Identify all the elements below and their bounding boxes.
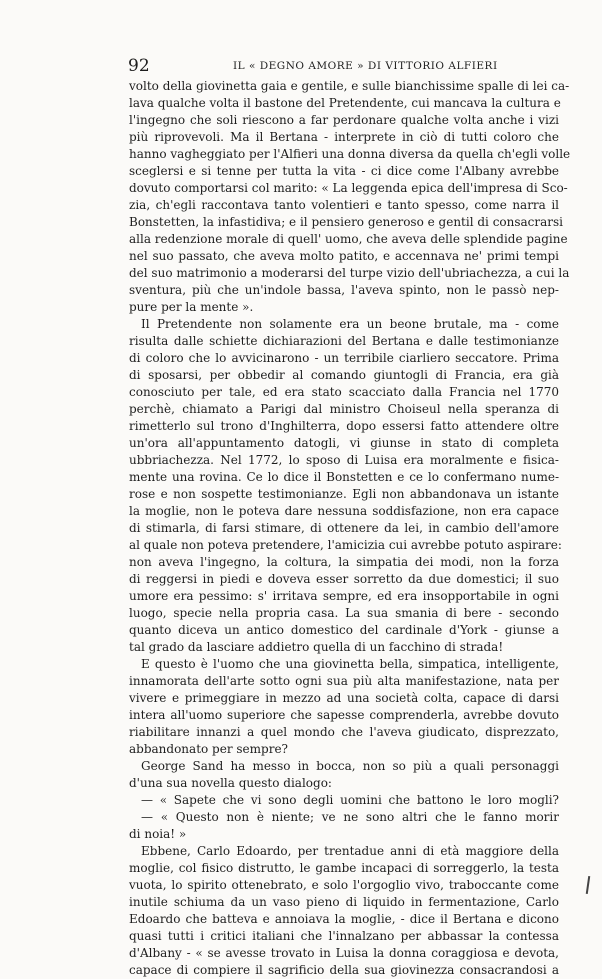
page-number: 92 xyxy=(128,56,150,76)
text-line: — « Sapete che vi sono degli uomini che battono le loro mogli? xyxy=(141,793,559,807)
text-line: conosciuto per tale, ed era stato scacciato dalla Francia nel 1770 xyxy=(129,385,559,399)
text-line: rose e non sospette testimonianze. Egli non abbandonava un istante xyxy=(129,487,559,501)
text-line: nel suo passato, che aveva molto patito, e accennava ne' primi tempi xyxy=(129,249,559,263)
text-line: non aveva l'ingegno, la coltura, la simpatia dei modi, non la forza xyxy=(129,555,559,569)
text-line: risulta dalle schiette dichiarazioni del Bertana e dalle testimonianze xyxy=(129,334,559,348)
text-line: — « Questo non è niente; ve ne sono altri che le fanno morir xyxy=(141,810,559,824)
text-line: abbandonato per sempre? xyxy=(129,742,288,756)
running-title: IL « DEGNO AMORE » DI VITTORIO ALFIERI xyxy=(233,60,498,72)
text-line: riabilitare innanzi a quel mondo che l'aveva giudicato, disprezzato, xyxy=(129,725,559,739)
text-line: del suo matrimonio a moderarsi del turpe vizio dell'ubriachezza, a cui la xyxy=(129,266,570,280)
text-line: hanno vagheggiato per l'Alfieri una donna diversa da quella ch'egli volle xyxy=(129,147,571,161)
text-line: l'ingegno che soli riescono a far perdonare qualche volta anche i vizi xyxy=(129,113,559,127)
body-text xyxy=(129,78,571,979)
text-line: di coloro che lo avvicinarono - un terribile ciarliero seccatore. Prima xyxy=(129,351,559,365)
text-line: sventura, più che un'indole bassa, l'aveva spinto, non le passò nep- xyxy=(129,283,559,297)
text-line: la moglie, non le poteva dare nessuna soddisfazione, non era capace xyxy=(129,504,559,518)
text-line: zia, ch'egli raccontava tanto volentieri e tanto spesso, come narra il xyxy=(129,198,559,212)
text-line: perchè, chiamato a Parigi dal ministro Choiseul nella speranza di xyxy=(129,402,559,416)
text-line: Edoardo che batteva e annoiava la moglie, - dice il Bertana e dicono xyxy=(129,912,559,926)
text-line: di noia! » xyxy=(129,827,187,841)
text-line: pure per la mente ». xyxy=(129,300,254,314)
margin-mark xyxy=(586,876,590,894)
text-line: dovuto comportarsi col marito: « La leggenda epica dell'impresa di Sco- xyxy=(129,181,568,195)
text-line: sceglersi e si tenne per tutta la vita - ci dice come l'Albany avrebbe xyxy=(129,164,559,178)
text-line: quasi tutti i critici italiani che l'innalzano per abbassar la contessa xyxy=(129,929,559,943)
text-line: vuota, lo spirito ottenebrato, e solo l'orgoglio vivo, traboccante come xyxy=(129,878,559,892)
text-line: d'Albany - « se avesse trovato in Luisa la donna coraggiosa e devota, xyxy=(129,946,559,960)
page-header xyxy=(128,56,558,76)
text-line: George Sand ha messo in bocca, non so più a quali personaggi xyxy=(141,759,559,773)
text-line: intera all'uomo superiore che sapesse comprenderla, avrebbe dovuto xyxy=(129,708,559,722)
text-line: alla redenzione morale di quell' uomo, che aveva delle splendide pagine xyxy=(129,232,568,246)
text-line: umore era pessimo: s' irritava sempre, ed era insopportabile in ogni xyxy=(129,589,559,603)
text-line: inutile schiuma da un vaso pieno di liquido in fermentazione, Carlo xyxy=(129,895,559,909)
text-line: E questo è l'uomo che una giovinetta bella, simpatica, intelligente, xyxy=(141,657,559,671)
text-line: rimetterlo sul trono d'Inghilterra, dopo essersi fatto attendere oltre xyxy=(129,419,559,433)
text-line: innamorata dell'arte sotto ogni sua più alta manifestazione, nata per xyxy=(129,674,559,688)
text-line: di reggersi in piedi e doveva esser sorretto da due domestici; il suo xyxy=(129,572,559,586)
text-line: luogo, specie nella propria casa. La sua smania di bere - secondo xyxy=(129,606,559,620)
text-line: d'una sua novella questo dialogo: xyxy=(129,776,332,790)
text-line: ubbriachezza. Nel 1772, lo sposo di Luisa era moralmente e fisica- xyxy=(129,453,559,467)
text-line: quanto diceva un antico domestico del cardinale d'York - giunse a xyxy=(129,623,559,637)
text-line: più riprovevoli. Ma il Bertana - interprete in ciò di tutti coloro che xyxy=(129,130,559,144)
text-line: un'ora all'appuntamento datogli, vi giunse in stato di completa xyxy=(129,436,559,450)
text-line: al quale non poteva pretendere, l'amicizia cui avrebbe potuto aspirare: xyxy=(129,538,562,552)
text-line: Bonstetten, la infastidiva; e il pensiero generoso e gentil di consacrarsi xyxy=(129,215,564,229)
text-line: Il Pretendente non solamente era un beone brutale, ma - come xyxy=(141,317,559,331)
text-line: lava qualche volta il bastone del Pretendente, cui mancava la cultura e xyxy=(129,96,561,110)
text-line: capace di compiere il sagrificio della sua giovinezza consacrandosi a xyxy=(129,963,559,977)
text-line: di stimarla, di farsi stimare, di ottenere da lei, in cambio dell'amore xyxy=(129,521,559,535)
text-line: di sposarsi, per obbedir al comando giuntogli di Francia, era già xyxy=(129,368,559,382)
text-line: volto della giovinetta gaia e gentile, e sulle bianchissime spalle di lei ca- xyxy=(129,79,570,93)
text-line: mente una rovina. Ce lo dice il Bonstetten e ce lo confermano nume- xyxy=(129,470,559,484)
text-line: vivere e primeggiare in mezzo ad una società colta, capace di darsi xyxy=(129,691,559,705)
text-line: moglie, col fisico distrutto, le gambe incapaci di sorreggerlo, la testa xyxy=(129,861,559,875)
text-line: Ebbene, Carlo Edoardo, per trentadue anni di età maggiore della xyxy=(141,844,559,858)
text-line: tal grado da lasciare addietro quella di un facchino di strada! xyxy=(129,640,504,654)
